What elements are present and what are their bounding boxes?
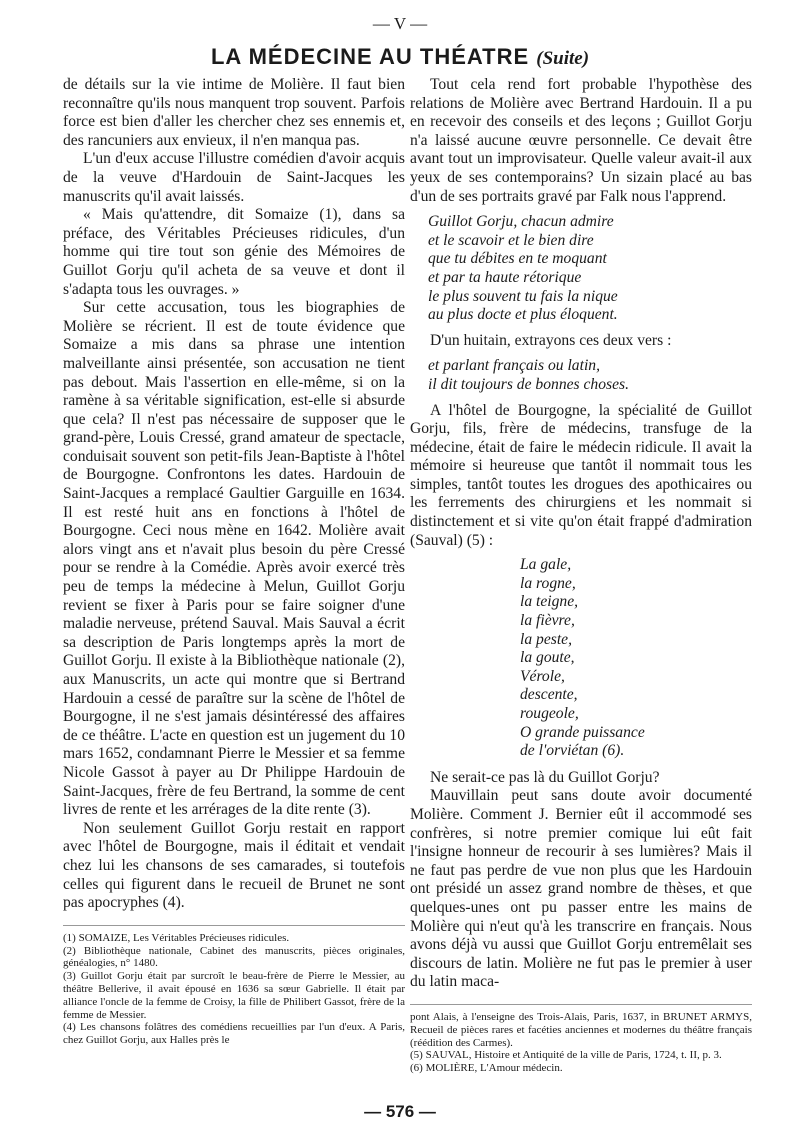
verse-line: le plus souvent tu fais la nique (428, 287, 618, 305)
verse-maladies (520, 556, 752, 761)
verse-line: et le scavoir et le bien dire (428, 231, 594, 249)
footnotes-left (63, 925, 405, 1047)
verse-huitain (428, 357, 752, 394)
left-column (63, 76, 405, 1047)
footnote: (2) Bibliothèque nationale, Cabinet des manuscrits, pièces originales, généalogies, n° 1480. (63, 944, 405, 970)
verse-line: il dit toujours de bonnes choses. (428, 375, 629, 393)
article-title (0, 44, 800, 70)
verse-line: Guillot Gorju, chacun admire (428, 213, 614, 231)
footnote: (5) SAUVAL, Histoire et Antiquité de la ville de Paris, 1724, t. II, p. 3. (410, 1049, 722, 1062)
paragraph: Ne serait-ce pas là du Guillot Gorju? (430, 768, 660, 786)
right-column (410, 76, 752, 1075)
title-text: LA MÉDECINE AU THÉATRE (210, 44, 530, 69)
footnote: (1) SOMAIZE, Les Véritables Précieuses ridicules. (63, 931, 290, 944)
paragraph: Mauvillain peut sans doute avoir documenté Molière. Comment J. Bernier eût il accommodé ses confrères, si notre premier comique lui eût fait l'insigne honneur de recourir à ses lumières? Mais il ne faut pas perdre de vue non plus que les Hardouin ont présidé un assez grand nombre de thèses, et que quelques-unes ont pu passer entre les mains de Molière qui n'eut qu'à les transcrire en français. Nous avons déjà vu aussi que Guillot Gorju entremêlait ses discours de latin. Molière ne fut pas le premier à user du latin maca- (410, 787, 752, 991)
paragraph: de détails sur la vie intime de Molière. Il faut bien reconnaître qu'ils nous manquent trop souvent. Parfois force est bien d'aller les chercher chez ses ennemis et, des rancuniers aux envieux, il n'en manqua pas. (63, 76, 405, 149)
paragraph: « Mais qu'attendre, dit Somaize (1), dans sa préface, des Véritables Précieuses ridicules, d'un homme qui tire tout son génie des Mémoires de Guillot Gorju qu'il acheta de sa veuve et dont il s'adapta tous les ouvrages. » (63, 206, 405, 298)
verse-line: descente, (520, 686, 578, 704)
verse-line: la peste, (520, 630, 572, 648)
verse-line: de l'orviétan (6). (520, 742, 625, 760)
page-roman-numeral: — V — (372, 14, 428, 33)
paragraph: A l'hôtel de Bourgogne, la spécialité de Guillot Gorju, fils, frère de médecins, transfuge de la médecine, était de faire le médecin ridicule. Il avait la mémoire si heureuse que tantôt il nommait tous les simples, tantôt toutes les drogues des apothicaires ou les ferrements des chirurgiens et les nommait si distinctement et si vite qu'on était frappé d'admiration (Sauval) (5) : (410, 401, 752, 549)
paragraph: Non seulement Guillot Gorju restait en rapport avec l'hôtel de Bourgogne, mais il éditait et vendait chez lui les chansons de ses camarades, si toutefois celles qui figurent dans le recueil de Brunet ne sont pas apocryphes (4). (63, 819, 405, 912)
footnote: pont Alais, à l'enseigne des Trois-Alais, Paris, 1637, in BRUNET ARMYS, Recueil de pièces rares et facéties anciennes et modernes du théâtre français (réédition des Carmes). (410, 1010, 752, 1049)
verse-line: rougeole, (520, 705, 579, 722)
verse-line: et parlant français ou latin, (428, 357, 600, 375)
title-suite: (Suite) (536, 48, 590, 69)
verse-line: au plus docte et plus éloquent. (428, 306, 618, 324)
verse-line: O grande puissance (520, 723, 645, 741)
footnote: (4) Les chansons folâtres des comédiens recueillies par l'un d'eux. A Paris, chez Guillot Gorju, aux Halles près le (63, 1021, 405, 1047)
verse-line: que tu débites en te moquant (428, 250, 607, 268)
verse-line: La gale, (520, 556, 572, 574)
verse-line: la goute, (520, 649, 575, 667)
verse-line: Vérole, (520, 667, 565, 685)
footnote: (6) MOLIÈRE, L'Amour médecin. (410, 1062, 563, 1075)
footnote: (3) Guillot Gorju était par surcroît le beau-frère de Pierre le Messier, au théâtre Bellerive, il avait épousé en 1636 sa sœur Gabrielle. Il était par alliance l'oncle de la femme de Croisy, la fille de Philibert Gassot, frère de la femme de Messier. (63, 970, 405, 1021)
verse-line: la fièvre, (520, 612, 575, 630)
paragraph: L'un d'eux accuse l'illustre comédien d'avoir acquis de la veuve d'Hardouin de Saint-Jacques les manuscrits qu'il avait laissés. (63, 150, 405, 205)
footnotes-right (410, 1004, 752, 1075)
verse-sizain (428, 213, 752, 325)
verse-line: la teigne, (520, 593, 579, 611)
verse-line: et par ta haute rétorique (428, 268, 582, 286)
paragraph: Sur cette accusation, tous les biographies de Molière se récrient. Il est de toute évidence que Somaize a mis dans sa phrase une intention malveillante ainsi présentée, son accusation ne tient pas debout. Mais l'assertion en elle-même, si on la ramène à sa véritable signification, est-elle si absurde que cela? Il n'est pas nécessaire de supposer que le grand-père, Louis Cressé, grand amateur de spectacle, conduisait souvent son petit-fils Jean-Baptiste à l'hôtel de Bourgogne. Confrontons les dates. Hardouin de Saint-Jacques a remplacé Gaultier Garguille en 1634. Il est resté huit ans en fonctions à l'hôtel de Bourgogne. Ceci nous mène en 1642. Molière avait alors vingt ans et n'avait plus besoin du père Cressé pour se rendre à la Comédie. Après avoir exercé très peu de temps la médecine à Melun, Guillot Gorju revient se fixer à Paris pour se faire soigner d'une maladie nerveuse, prétend Sauval. Mais Sauval a écrit sa description de Paris longtemps après la mort de Guillot Gorju. Il existe à la Bibliothèque nationale (2), aux Manuscrits, un acte qui montre que si Bertrand Hardouin a cessé de paraître sur la scène de l'hôtel de Bourgogne, il ne s'est jamais désintéressé des affaires de ce théâtre. L'acte en question est un jugement du 10 mars 1652, condamnant Pierre le Messier et sa femme Nicole Gassot à payer au Dr Philippe Hardouin de Saint-Jacques, frère de feu Bertrand, la somme de cent livres de rente et les arrérages de la dite rente (3). (63, 299, 405, 819)
paragraph: D'un huitain, extrayons ces deux vers : (430, 331, 672, 349)
verse-line: la rogne, (520, 574, 576, 592)
page-number: — 576 — (364, 1102, 436, 1121)
paragraph: Tout cela rend fort probable l'hypothèse des relations de Molière avec Bertrand Hardouin. Il a pu en recevoir des conseils et des leçons ; Guillot Gorju n'a laissé aucune œuvre personnelle. Ce devait être avant tout un improvisateur. Quelle valeur avait-il aux yeux de ses contemporains? Un sizain placé au bas d'un de ses portraits gravé par Falk nous l'apprend. (410, 76, 752, 205)
